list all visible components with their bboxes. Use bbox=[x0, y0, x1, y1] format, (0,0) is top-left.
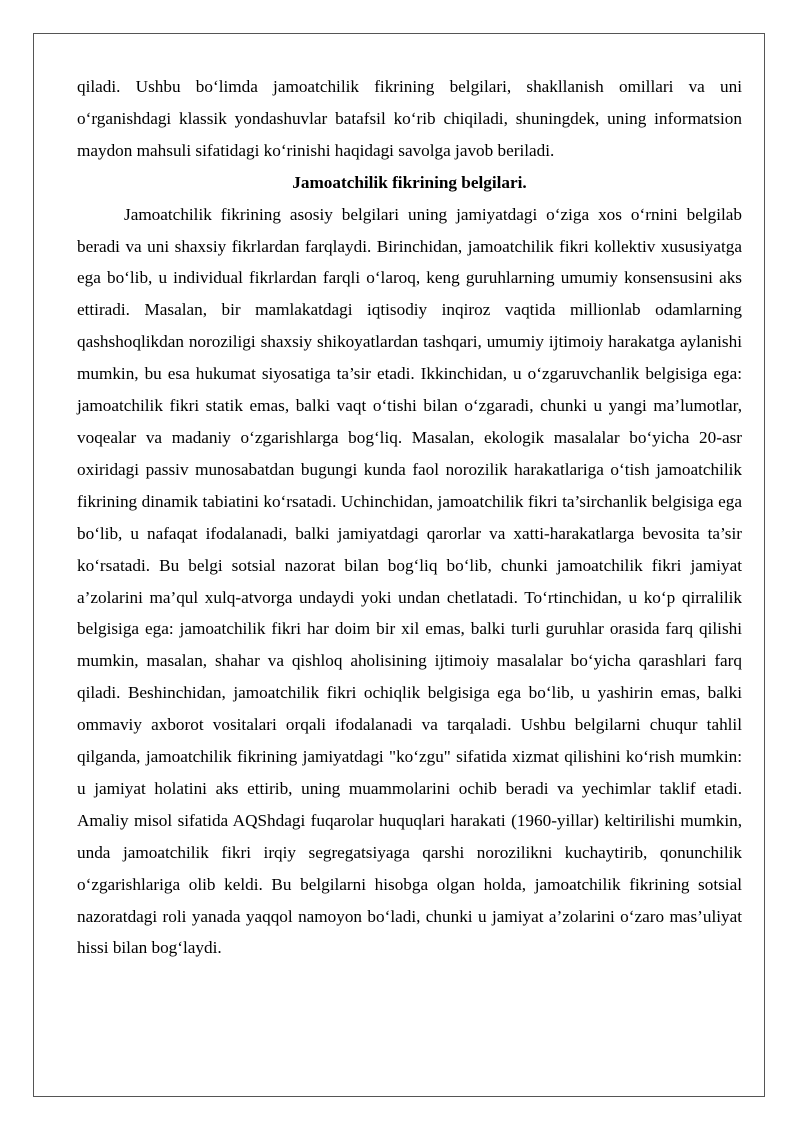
body-paragraph: Jamoatchilik fikrining asosiy belgilari uning jamiyatdagi o‘ziga xos o‘rnini belgilab beradi va uni shaxsiy fikrlardan farqlaydi. Birinchidan, jamoatchilik fikri kollektiv xususiyatga ega bo‘lib, u individual fikrlardan farqli o‘laroq, keng guruhlarning umumiy konsensusini aks ettiradi. Masalan, bir mamlakatdagi iqtisodiy inqiroz vaqtida millionlab odamlarning qashshoqlikdan noroziligi shaxsiy shikoyatlardan tashqari, umumiy ijtimoiy harakatga aylanishi mumkin, bu esa hukumat siyosatiga ta’sir etadi. Ikkinchidan, u o‘zgaruvchanlik belgisiga ega: jamoatchilik fikri statik emas, balki vaqt o‘tishi bilan o‘zgaradi, chunki u yangi ma’lumotlar, voqealar va madaniy o‘zgarishlarga bog‘liq. Masalan, ekologik masalalar bo‘yicha 20-asr oxiridagi passiv munosabatdan bugungi kunda faol norozilik harakatlariga o‘tish jamoatchilik fikrining dinamik tabiatini ko‘rsatadi. Uchinchidan, jamoatchilik fikri ta’sirchanlik belgisiga ega bo‘lib, u nafaqat ifodalanadi, balki jamiyatdagi qarorlar va xatti-harakatlarga bevosita ta’sir ko‘rsatadi. Bu belgi sotsial nazorat bilan bog‘liq bo‘lib, chunki jamoatchilik fikri jamiyat a’zolarini ma’qul xulq-atvorga undaydi yoki undan chetlatadi. To‘rtinchidan, u ko‘p qirralilik belgisiga ega: jamoatchilik fikri har doim bir xil emas, balki turli guruhlar orasida farq qilishi mumkin, masalan, shahar va qishloq aholisining ijtimoiy masalalar bo‘yicha qarashlari farq qiladi. Beshinchidan, jamoatchilik fikri ochiqlik belgisiga ega bo‘lib, u yashirin emas, balki ommaviy axborot vositalari orqali ifodalanadi va tarqaladi. Ushbu belgilarni chuqur tahlil qilganda, jamoatchilik fikrining jamiyatdagi "ko‘zgu" sifatida xizmat qilishini ko‘rish mumkin: u jamiyat holatini aks ettirib, uning muammolarini ochib beradi va yechimlar taklif etadi. Amaliy misol sifatida AQShdagi fuqarolar huquqlari harakati (1960-yillar) keltirilishi mumkin, unda jamoatchilik fikri irqiy segregatsiyaga qarshi norozilikni kuchaytirib, qonunchilik o‘zgarishlariga olib keldi. Bu belgilarni hisobga olgan holda, jamoatchilik fikrining sotsial nazoratdagi roli yanada yaqqol namoyon bo‘ladi, chunki u jamiyat a’zolarini o‘zaro mas’uliyat hissi bilan bog‘laydi. bbox=[77, 204, 742, 958]
document-body bbox=[77, 71, 742, 964]
intro-paragraph: qiladi. Ushbu bo‘limda jamoatchilik fikrining belgilari, shakllanish omillari va uni o‘rganishdagi klassik yondashuvlar batafsil ko‘rib chiqiladi, shuningdek, uning informatsion maydon mahsuli sifatidagi ko‘rinishi haqidagi savolga javob beriladi. bbox=[77, 77, 742, 160]
section-heading: Jamoatchilik fikrining belgilari. bbox=[292, 172, 527, 192]
